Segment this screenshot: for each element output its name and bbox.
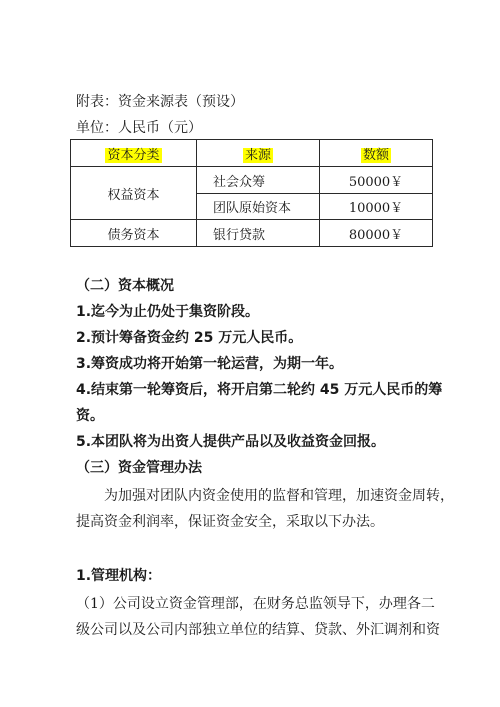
section2-heading: （二）资本概况 [76, 278, 174, 294]
management-heading: 1.管理机构： [76, 568, 162, 584]
attachment-title: 附表：资金来源表（预设） [76, 94, 244, 110]
header-category: 资本分类 [107, 147, 160, 163]
list-item: 资。 [76, 408, 104, 424]
list-item: 2.预计筹备资金约 25 万元人民币。 [76, 330, 303, 346]
header-source: 来源 [244, 147, 271, 163]
section3-paragraph-line1: 为加强对团队内资金使用的监督和管理，加速资金周转， [104, 488, 454, 504]
list-item: 4.结束第一轮筹资后，将开启第二轮约 45 万元人民币的筹 [76, 382, 443, 398]
list-item: 3.筹资成功将开始第一轮运营，为期一年。 [76, 356, 344, 372]
table-row [71, 167, 433, 194]
cell-amount: 50000￥ [320, 167, 433, 194]
funding-source-table [70, 139, 433, 247]
management-line2: 级公司以及公司内部独立单位的结算、贷款、外汇调剂和资 [76, 622, 440, 638]
management-line1: （1）公司设立资金管理部，在财务总监领导下，办理各二 [76, 596, 435, 612]
section3-paragraph-line2: 提高资金利润率，保证资金安全，采取以下办法。 [76, 514, 384, 530]
cell-category: 债务资本 [71, 220, 197, 247]
cell-category: 权益资本 [71, 167, 197, 220]
section3-heading: （三）资金管理办法 [76, 460, 202, 476]
cell-amount: 80000￥ [320, 220, 433, 247]
table-header-row [71, 140, 433, 167]
list-item: 5.本团队将为出资人提供产品以及收益资金回报。 [76, 434, 386, 450]
cell-source: 银行贷款 [197, 220, 320, 247]
cell-amount: 10000￥ [320, 194, 433, 220]
list-item: 1.迄今为止仍处于集资阶段。 [76, 304, 260, 320]
table-row [71, 220, 433, 247]
header-amount: 数额 [362, 147, 389, 163]
cell-source: 团队原始资本 [197, 194, 320, 220]
unit-line: 单位：人民币（元） [76, 120, 202, 136]
cell-source: 社会众筹 [197, 167, 320, 194]
